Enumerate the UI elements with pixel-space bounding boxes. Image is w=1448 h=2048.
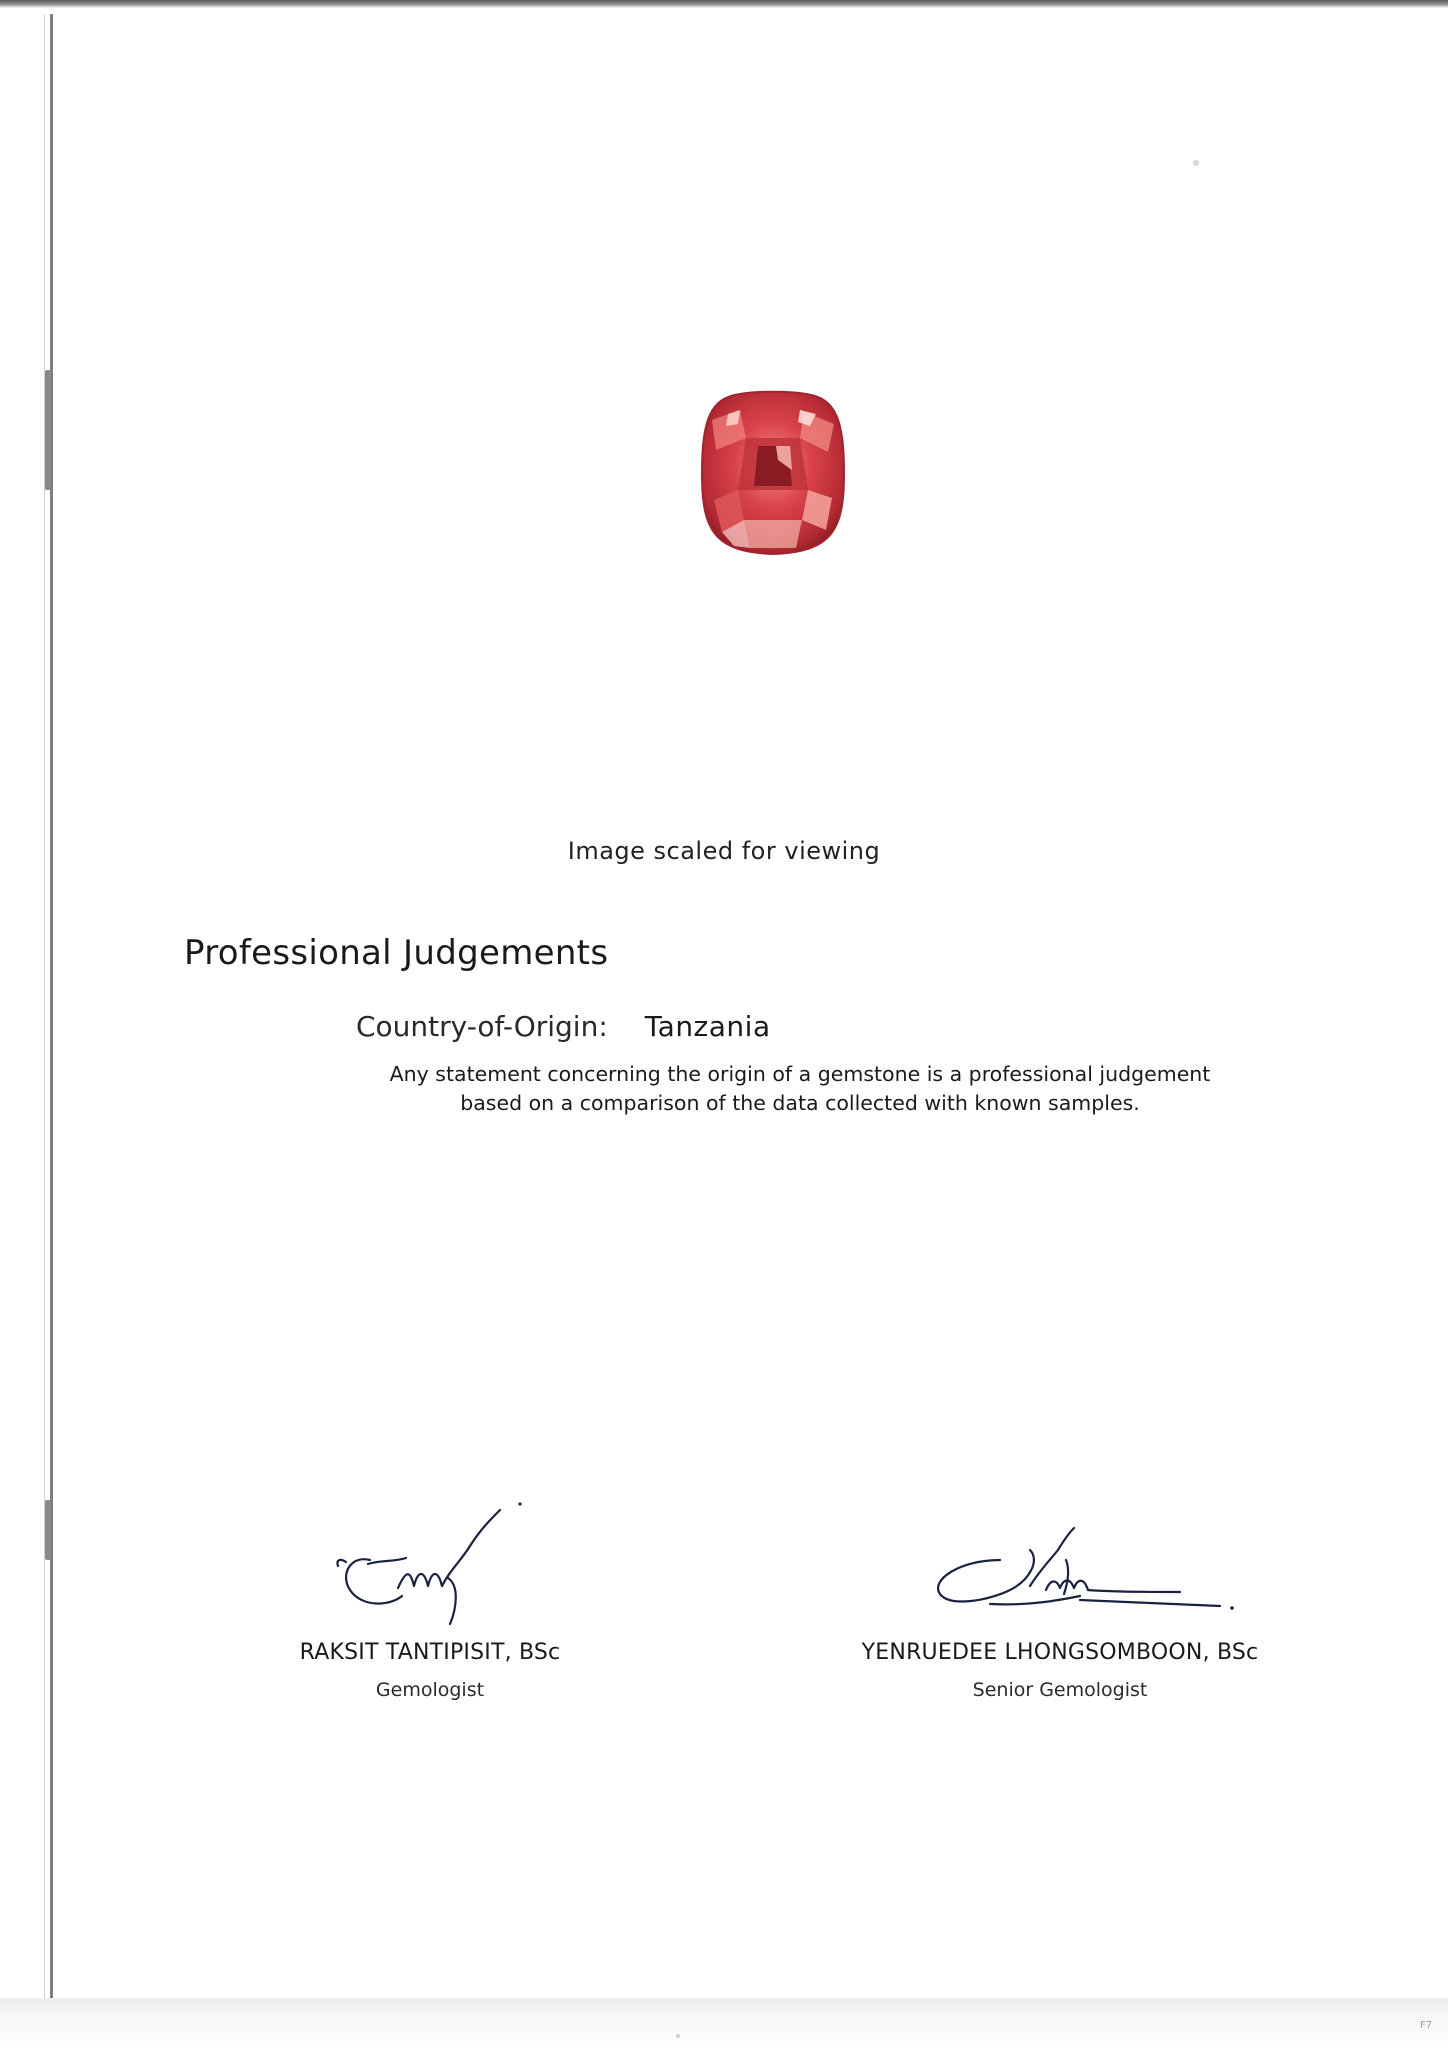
origin-value: Tanzania <box>644 1010 771 1043</box>
binding-staple-mark <box>45 370 51 490</box>
binding-shadow <box>44 14 45 1999</box>
handwritten-signature-icon <box>310 1500 550 1630</box>
scan-speck <box>676 2034 680 2038</box>
gem-facet <box>744 520 802 548</box>
page-bottom-fold <box>0 1998 1448 2048</box>
signatory-name: RAKSIT TANTIPISIT, BSc <box>299 1640 561 1665</box>
page-corner-mark: F7 <box>1420 2020 1433 2031</box>
signatory-name: YENRUEDEE LHONGSOMBOON, BSc <box>861 1640 1259 1665</box>
red-cushion-gemstone-icon <box>700 390 846 558</box>
section-title: Professional Judgements <box>184 933 609 973</box>
disclaimer-line: Any statement concerning the origin of a gemstone is a professional judgement <box>389 1062 1211 1086</box>
page-top-edge <box>0 0 1448 8</box>
binding-staple-mark <box>45 1500 51 1560</box>
disclaimer-line: based on a comparison of the data collected with known samples. <box>460 1091 1140 1115</box>
handwritten-signature-icon <box>880 1520 1240 1630</box>
signatory-title: Senior Gemologist <box>972 1679 1148 1701</box>
origin-row <box>356 1010 771 1043</box>
signatory-title: Gemologist <box>375 1679 485 1701</box>
origin-disclaimer <box>340 1060 1260 1118</box>
signature-block-senior-gemologist <box>820 1520 1300 1701</box>
binding-edge <box>50 14 53 1999</box>
origin-label: Country-of-Origin: <box>356 1010 608 1043</box>
image-caption: Image scaled for viewing <box>567 837 881 865</box>
signature-block-gemologist <box>250 1500 610 1701</box>
scan-speck <box>1193 160 1199 166</box>
